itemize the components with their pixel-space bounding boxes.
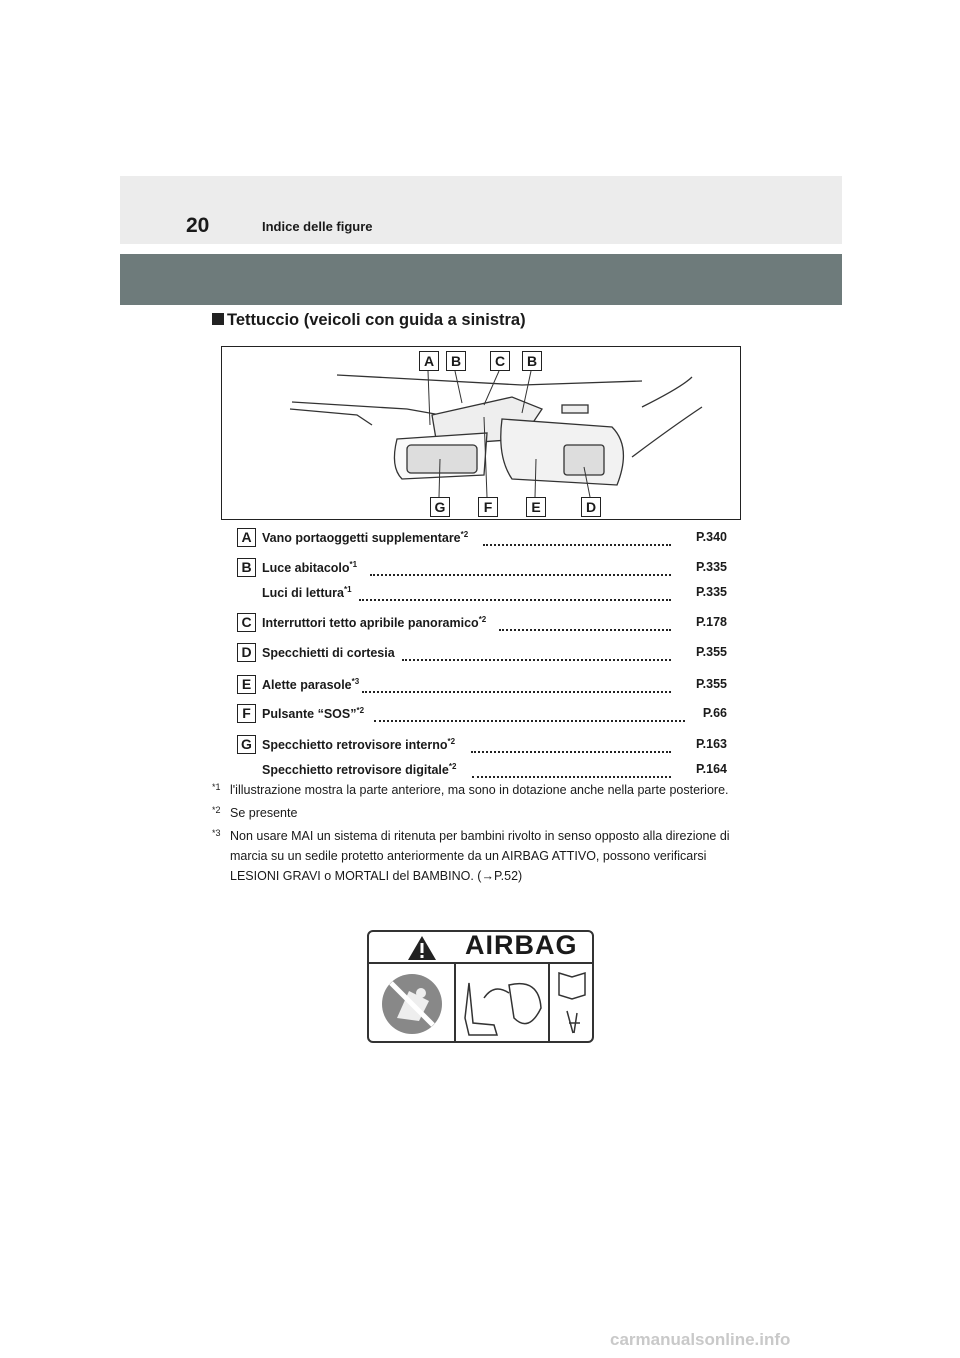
section-band: [120, 254, 842, 305]
item-letter: C: [237, 613, 256, 632]
list-item: [237, 528, 727, 554]
item-label: Specchietti di cortesia: [262, 646, 395, 661]
manual-info-icon: [559, 973, 585, 1033]
footnote: *1 l'illustrazione mostra la parte anteriore, ma sono in dotazione anche nella parte posteriore.: [212, 782, 729, 797]
item-label: Pulsante “SOS”$^{*2}$: [262, 706, 365, 722]
item-page-link[interactable]: P.335: [695, 560, 727, 574]
airbag-text: AIRBAG: [465, 930, 578, 960]
footnote: *2 Se presente: [212, 805, 298, 820]
footnote: *3 Non usare MAI un sistema di ritenuta per bambini rivolto in senso opposto alla direzione di marcia su un sedile protetto anteriormente da un AIRBAG ATTIVO, possono verificarsi LESIONI GRAVI o MORTALI del BAMBINO. (→P.52): [212, 828, 730, 883]
callout-top-B: B: [446, 351, 466, 371]
callout-bottom-F: F: [478, 497, 498, 517]
item-page-link[interactable]: P.335: [695, 585, 727, 599]
airbag-warning-label: [367, 930, 594, 1043]
no-child-seat-icon: [382, 974, 442, 1034]
callout-top-B2: B: [522, 351, 542, 371]
seat-airbag-icon: [465, 983, 541, 1035]
item-letter: E: [237, 675, 256, 694]
list-item: [237, 643, 727, 669]
item-page-link[interactable]: P.355: [695, 645, 727, 659]
dot-leader: [374, 706, 685, 722]
dot-leader: [370, 560, 671, 576]
item-page-link[interactable]: P.355: [695, 677, 727, 691]
item-page-link[interactable]: P.340: [695, 530, 727, 544]
item-letter: G: [237, 735, 256, 754]
item-letter: B: [237, 558, 256, 577]
item-page-link[interactable]: P.178: [695, 615, 727, 629]
item-letter: A: [237, 528, 256, 547]
dot-leader: [483, 530, 671, 546]
square-bullet-icon: [212, 313, 224, 325]
item-label: Luci di lettura$^{*1}$: [262, 585, 352, 601]
callout-bottom-E: E: [526, 497, 546, 517]
small-panel: [562, 405, 588, 413]
warning-triangle-icon: [407, 935, 437, 961]
list-item: [237, 613, 727, 639]
vanity-mirror: [564, 445, 604, 475]
list-item: [237, 735, 727, 761]
roof-line-1: [337, 375, 642, 385]
dot-leader: [499, 615, 671, 631]
callout-bottom-G: G: [430, 497, 450, 517]
item-letter: D: [237, 643, 256, 662]
header-bar: [120, 176, 842, 244]
dot-leader: [362, 677, 671, 693]
item-letter: F: [237, 704, 256, 723]
page-title: [212, 311, 526, 330]
dot-leader: [359, 585, 671, 601]
callout-bottom-D: D: [581, 497, 601, 517]
footnotes: [212, 780, 752, 889]
item-page-link[interactable]: P.164: [695, 762, 727, 776]
list-item: [237, 558, 727, 584]
list-item: [237, 675, 727, 701]
dot-leader: [402, 645, 671, 661]
mirror-glass: [407, 445, 477, 473]
pillar-right: [642, 377, 692, 407]
dot-leader: [471, 737, 671, 753]
list-item: [237, 704, 727, 730]
callout-top-A: A: [419, 351, 439, 371]
item-page-link[interactable]: P.163: [695, 737, 727, 751]
roof-line-3: [290, 409, 372, 425]
section-title: Indice delle figure: [262, 219, 373, 234]
pillar-right-2: [632, 407, 702, 457]
item-page-link[interactable]: P.66: [702, 706, 727, 720]
roof-line-2: [292, 402, 452, 417]
item-label: Alette parasole$^{*3}$: [262, 677, 360, 693]
item-label: Specchietto retrovisore digitale$^{*2}$: [262, 762, 457, 778]
item-label: Interruttori tetto apribile panoramico$^{*2}$: [262, 615, 487, 631]
callout-top-C: C: [490, 351, 510, 371]
airbag-pictograms: [369, 963, 594, 1043]
page-number: 20: [186, 214, 210, 237]
dot-leader: [472, 762, 671, 778]
watermark: carmanualsonline.info: [610, 1330, 791, 1349]
item-label: Vano portaoggetti supplementare$^{*2}$: [262, 530, 469, 546]
list-item: [237, 583, 727, 609]
sun-visor: [501, 419, 624, 485]
roof-illustration: [221, 346, 741, 520]
page-title-text: Tettuccio (veicoli con guida a sinistra): [227, 311, 526, 329]
item-label: Specchietto retrovisore interno$^{*2}$: [262, 737, 456, 753]
item-label: Luce abitacolo$^{*1}$: [262, 560, 358, 576]
roof-illustration-drawing: [222, 347, 742, 521]
